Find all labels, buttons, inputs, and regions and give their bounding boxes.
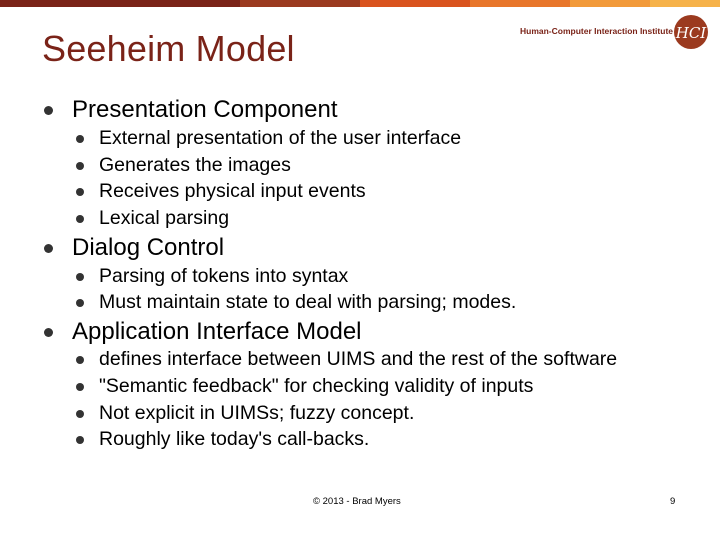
footer-credit: © 2013 - Brad Myers bbox=[313, 496, 401, 507]
sub-bullet: Receives physical input events bbox=[99, 180, 366, 202]
slide-title: Seeheim Model bbox=[42, 28, 295, 69]
hci-logo-icon bbox=[673, 12, 709, 50]
sub-bullet: defines interface between UIMS and the rest of the software bbox=[99, 348, 618, 370]
sub-bullet: Parsing of tokens into syntax bbox=[99, 265, 349, 287]
sub-bullet-dot bbox=[76, 356, 84, 364]
top-accent-bar bbox=[0, 0, 720, 7]
bullet-dot bbox=[44, 328, 53, 337]
bullet-dot bbox=[44, 244, 53, 253]
page-number: 9 bbox=[670, 496, 676, 507]
sub-bullet-dot bbox=[76, 410, 84, 418]
sub-bullet: Roughly like today's call-backs. bbox=[99, 428, 370, 450]
sub-bullet: Lexical parsing bbox=[99, 207, 230, 229]
sub-bullet-dot bbox=[76, 162, 84, 170]
sub-bullet: Not explicit in UIMSs; fuzzy concept. bbox=[99, 402, 415, 424]
sub-bullet: External presentation of the user interface bbox=[99, 127, 462, 149]
sub-bullet: Must maintain state to deal with parsing; modes. bbox=[99, 291, 517, 313]
sub-bullet-dot bbox=[76, 273, 84, 281]
bullet-presentation-component: Presentation Component bbox=[72, 96, 338, 123]
logo-emblem-text: HCI bbox=[675, 24, 707, 42]
sub-bullet-dot bbox=[76, 383, 84, 391]
bullet-dot bbox=[44, 106, 53, 115]
bullet-application-interface-model: Application Interface Model bbox=[72, 318, 362, 345]
institute-logo-text: Human-Computer Interaction Institute bbox=[520, 26, 674, 36]
sub-bullet-dot bbox=[76, 135, 84, 143]
sub-bullet: "Semantic feedback" for checking validity of inputs bbox=[99, 375, 534, 397]
sub-bullet-dot bbox=[76, 188, 84, 196]
sub-bullet-dot bbox=[76, 215, 84, 223]
sub-bullet-dot bbox=[76, 436, 84, 444]
bullet-dialog-control: Dialog Control bbox=[72, 234, 225, 261]
sub-bullet: Generates the images bbox=[99, 154, 291, 176]
sub-bullet-dot bbox=[76, 299, 84, 307]
